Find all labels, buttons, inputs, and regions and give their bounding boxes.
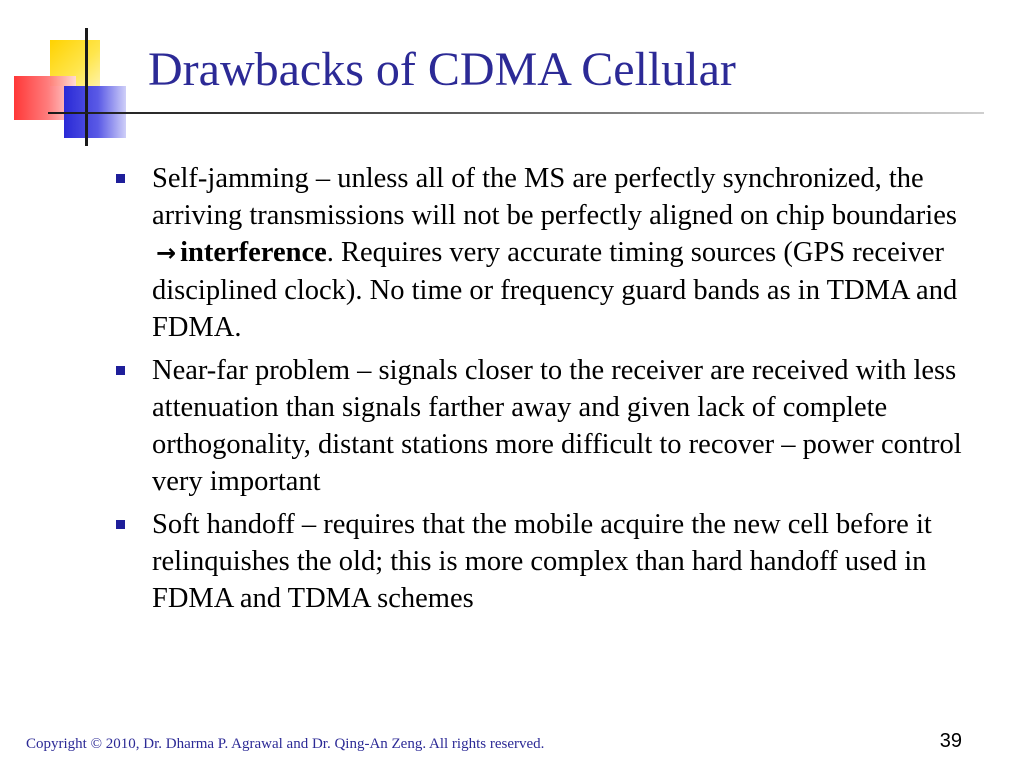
bullet-icon — [116, 366, 125, 375]
bullet-item-soft-handoff — [116, 506, 976, 617]
bullet-text: Soft handoff – requires that the mobile acquire the new cell before it relinquishes the old; this is more complex than hard handoff used in FDMA and TDMA schemes — [152, 509, 932, 614]
bullet-item-near-far — [116, 352, 976, 500]
vertical-rule — [85, 28, 88, 146]
bullet-item-self-jamming — [116, 160, 976, 346]
emphasis-text: interference — [180, 237, 327, 268]
page-number: 39 — [939, 730, 962, 752]
bullet-text: Near-far problem – signals closer to the receiver are received with less attenuation than signals farther away and given lack of complete orthogonality, distant stations more difficult to recover – power control very important — [152, 355, 962, 497]
bullet-list — [116, 160, 976, 623]
right-arrow-icon: → — [156, 239, 177, 267]
copyright-footer: Copyright © 2010, Dr. Dharma P. Agrawal and Dr. Qing-An Zeng. All rights reserved. — [26, 736, 545, 752]
title-underline — [48, 112, 984, 114]
bullet-text: Self-jamming – unless all of the MS are perfectly synchronized, the arriving transmissions will not be perfectly aligned on chip boundaries — [152, 163, 957, 231]
bullet-text-continued: . Requires very accurate timing sources (GPS receiver disciplined clock). No time or frequency guard bands as in TDMA and FDMA. — [152, 237, 958, 343]
bullet-icon — [116, 520, 125, 529]
decorative-logo — [0, 0, 160, 160]
bullet-icon — [116, 174, 125, 183]
slide-title: Drawbacks of CDMA Cellular — [148, 43, 736, 96]
